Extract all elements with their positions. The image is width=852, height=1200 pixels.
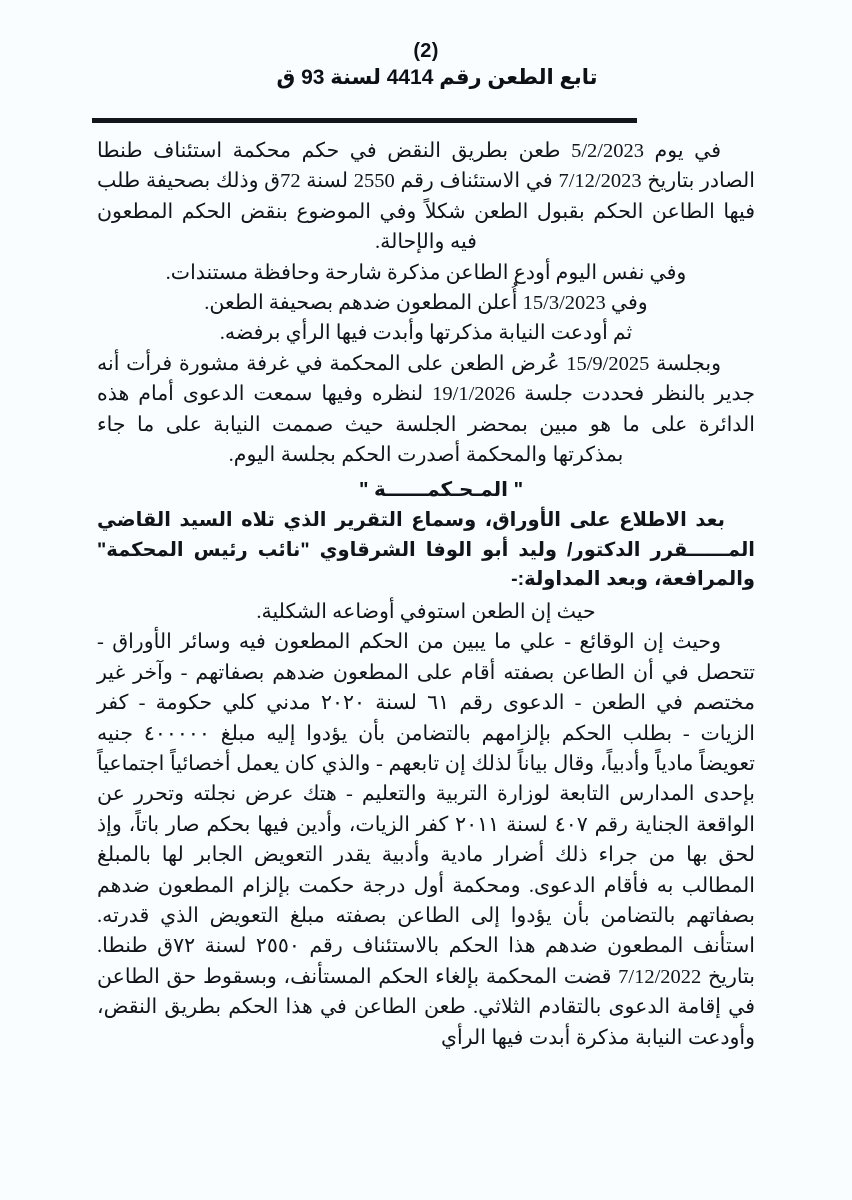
paragraph-panel-composition: بعد الاطلاع على الأوراق، وسماع التقرير الذي تلاه السيد القاضي المــــــقرر الدكتور/ وليد أبو الوفا الشرقاوي "نائب رئيس المحكمة" والمرافعة، وبعد المداولة:- (97, 509, 755, 591)
line-formal-requirements: حيث إن الطعن استوفي أوضاعه الشكلية. (256, 600, 596, 623)
court-heading: " المـحـكمــــــة " (358, 479, 524, 502)
document-header (92, 40, 760, 91)
page-number: (2) (413, 40, 439, 62)
document-body (97, 136, 755, 1053)
line-memo-deposit: وفي نفس اليوم أودع الطاعن مذكرة شارحة وحافظة مستندات. (165, 261, 687, 284)
header-divider-rule (92, 118, 637, 123)
paragraph-session-details: وبجلسة 15/9/2025 عُرض الطعن على المحكمة في غرفة مشورة فرأت أنه جدير بالنظر فحددت جلسة 19/1/2026 لنظره وفيها سمعت الدعوى أمام هذه الدائرة على ما هو مبين بمحضر الجلسة حيث صممت النيابة على ما جاء بمذكرتها والمحكمة أصدرت الحكم بجلسة اليوم. (97, 352, 755, 467)
line-prosecution-opinion: ثم أودعت النيابة مذكرتها وأبدت فيها الرأي برفضه. (219, 322, 633, 345)
line-notification: وفي 15/3/2023 أُعلن المطعون ضدهم بصحيفة الطعن. (204, 292, 648, 315)
document-title: تابع الطعن رقم 4414 لسنة 93 ق (276, 66, 598, 89)
paragraph-filing-details: في يوم 5/2/2023 طعن بطريق النقض في حكم محكمة استئناف طنطا الصادر بتاريخ 7/12/2023 في الاستئناف رقم 2550 لسنة 72ق وذلك بصحيفة طلب فيها الطاعن الحكم بقبول الطعن شكلاً وفي الموضوع بنقض الحكم المطعون فيه والإحالة. (97, 140, 755, 254)
paragraph-case-facts: وحيث إن الوقائع - علي ما يبين من الحكم المطعون فيه وسائر الأوراق - تتحصل في أن الطاعن بصفته أقام على المطعون ضدهم بصفاتهم - وآخر غير مختصم في الطعن - الدعوى رقم ٦١ لسنة ٢٠٢٠ مدني كلي حكومة - كفر الزيات - بطلب الحكم بإلزامهم بالتضامن بأن يؤدوا إليه مبلغ ٤٠٠٠٠٠ جنيه تعويضاً مادياً وأدبياً، وقال بياناً لذلك إن تابعهم - والذي كان يعمل أخصائياً اجتماعياً بإحدى المدارس التابعة لوزارة التربية والتعليم - هتك عرض نجلته وتحرر عن الواقعة الجناية رقم ٤٠٧ لسنة ٢٠١١ كفر الزيات، وأدين فيها بحكم صار باتاً، وإذ لحق بها من جراء ذلك أضرار مادية وأدبية يقدر التعويض الجابر لها بالمبلغ المطالب به فأقام الدعوى. ومحكمة أول درجة حكمت بإلزام المطعون ضدهم بصفاتهم بالتضامن بأن يؤدوا إلى الطاعن بصفته مبلغ التعويض الذي قدرته. استأنف المطعون ضدهم هذا الحكم بالاستئناف رقم ٢٥٥٠ لسنة ٧٢ق طنطا. بتاريخ 7/12/2022 قضت المحكمة بإلغاء الحكم المستأنف، وبسقوط حق الطاعن في إقامة الدعوى بالتقادم الثلاثي. طعن الطاعن في هذا الحكم بطريق النقض، وأودعت النيابة مذكرة أبدت فيها الرأي (97, 631, 755, 1049)
